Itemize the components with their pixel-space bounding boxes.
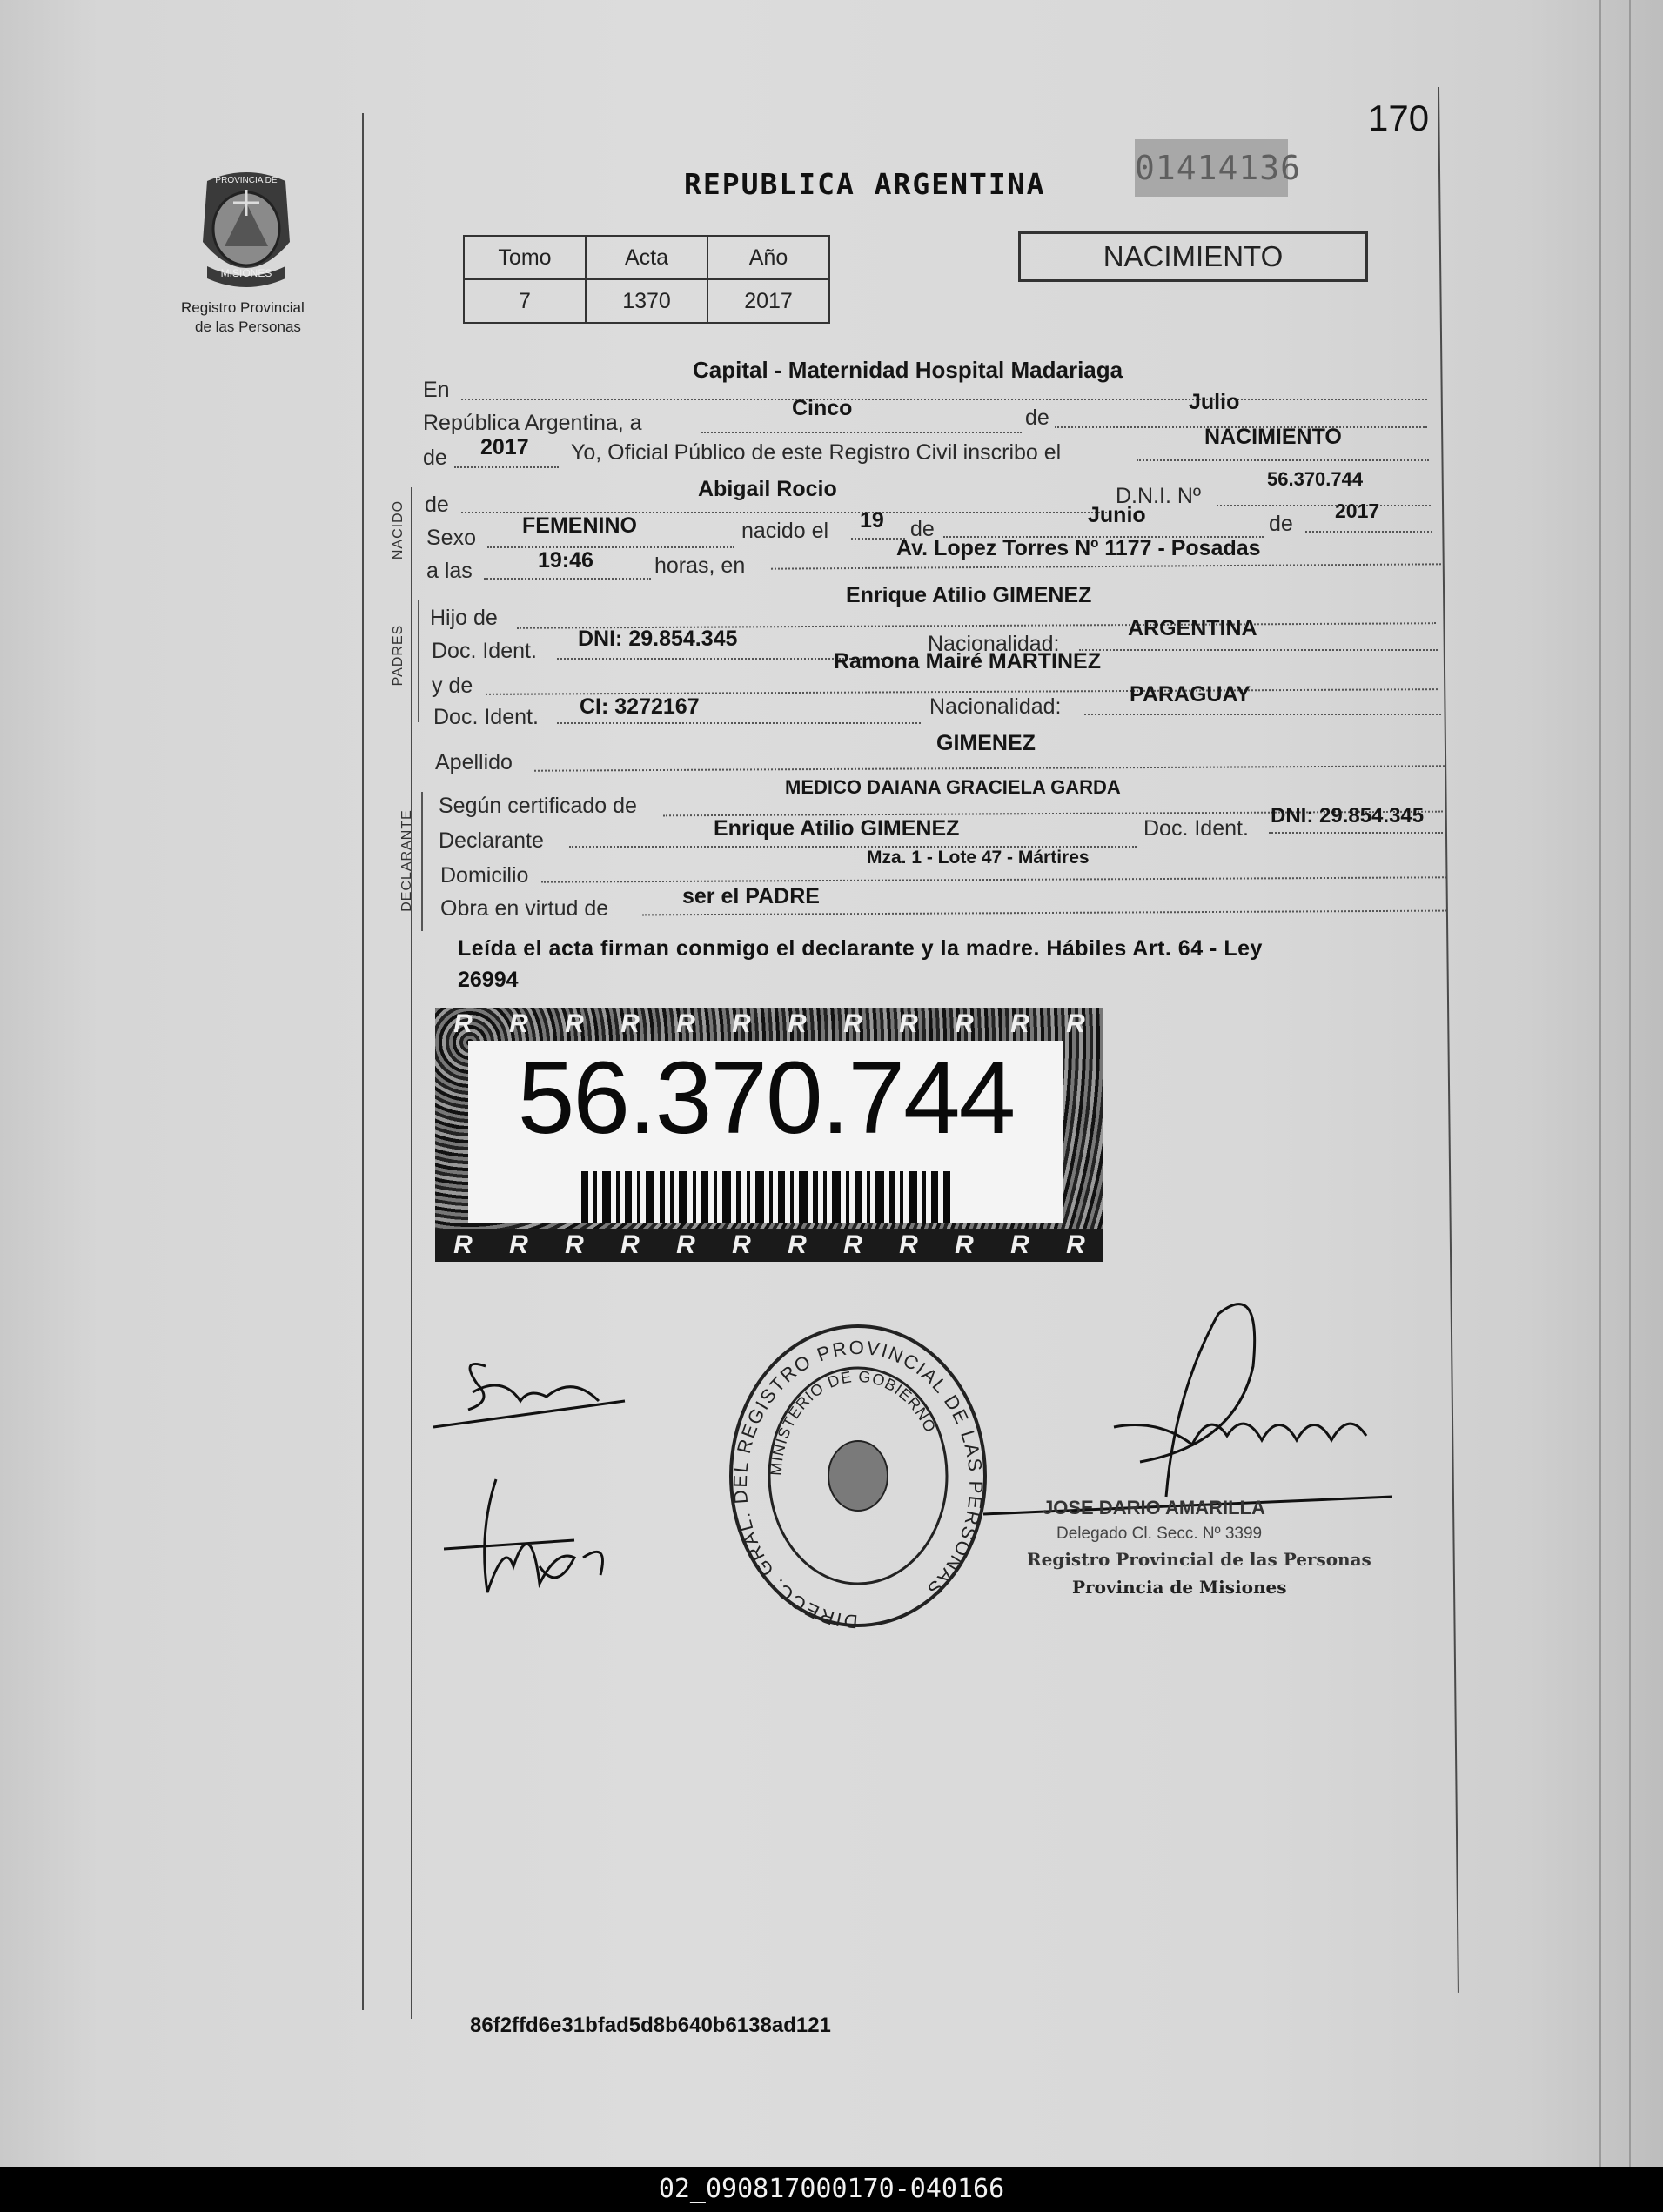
field-label: de bbox=[1269, 512, 1293, 536]
declarant-capacity: ser el PADRE bbox=[682, 884, 820, 908]
field-label: Doc. Ident. bbox=[1143, 816, 1249, 841]
sex-value: FEMENINO bbox=[522, 513, 637, 538]
section-divider bbox=[421, 792, 423, 931]
id-barcode-label bbox=[435, 1008, 1103, 1262]
page-number: 170 bbox=[1368, 97, 1430, 138]
section-divider bbox=[418, 600, 419, 722]
field-label: y de bbox=[432, 674, 473, 698]
inner-margin-line bbox=[411, 487, 412, 2019]
dotted-line bbox=[1217, 505, 1431, 506]
official-name: JOSE DARIO AMARILLA bbox=[1043, 1497, 1265, 1518]
mother-name: Ramona Mairé MARTINEZ bbox=[834, 649, 1101, 674]
serial-number-stamp: 01414136 bbox=[1135, 139, 1288, 197]
signature-declarant bbox=[425, 1340, 634, 1453]
closing-note-continued: 26994 bbox=[458, 968, 519, 992]
field-label: Yo, Oficial Público de este Registro Civil inscribo el bbox=[571, 440, 1062, 465]
child-name: Abigail Rocio bbox=[698, 477, 837, 501]
field-label: Doc. Ident. bbox=[432, 639, 537, 663]
birth-time: 19:46 bbox=[538, 548, 593, 573]
table-cell: 2017 bbox=[707, 279, 829, 323]
province-logo bbox=[190, 164, 303, 294]
birth-month: Junio bbox=[1088, 503, 1146, 527]
dotted-line bbox=[1269, 832, 1443, 834]
table-cell: 7 bbox=[464, 279, 586, 323]
page-edge bbox=[1629, 0, 1631, 2167]
year-value: 2017 bbox=[480, 435, 529, 459]
mother-nationality: PARAGUAY bbox=[1130, 682, 1251, 707]
father-name: Enrique Atilio GIMENEZ bbox=[846, 583, 1092, 607]
official-office: Registro Provincial de las Personas bbox=[1027, 1549, 1371, 1570]
left-margin-line bbox=[362, 113, 364, 2010]
official-role: Delegado Cl. Secc. Nº 3399 bbox=[1056, 1525, 1263, 1543]
dotted-line bbox=[1079, 649, 1438, 651]
field-label: Hijo de bbox=[430, 606, 498, 630]
section-label-padres: PADRES bbox=[391, 624, 406, 687]
birth-year: 2017 bbox=[1335, 499, 1380, 522]
field-label: Obra en virtud de bbox=[440, 896, 609, 921]
field-label: Apellido bbox=[435, 750, 513, 774]
place-of-registration: Capital - Maternidad Hospital Madariaga bbox=[693, 357, 1123, 383]
table-header: Año bbox=[707, 236, 829, 279]
field-label: En bbox=[423, 378, 450, 402]
dotted-line bbox=[701, 432, 1022, 433]
dotted-line bbox=[1305, 531, 1432, 533]
page-edge bbox=[1599, 0, 1601, 2167]
dotted-line bbox=[557, 722, 921, 724]
field-label: Domicilio bbox=[440, 863, 529, 888]
logo-caption: de las Personas bbox=[195, 318, 301, 335]
svg-text:MISIONES: MISIONES bbox=[220, 267, 272, 279]
logo-caption: Registro Provincial bbox=[181, 299, 305, 316]
field-label: a las bbox=[426, 559, 473, 583]
document-hash: 86f2ffd6e31bfad5d8b640b6138ad121 bbox=[470, 2014, 831, 2037]
field-label: horas, en bbox=[654, 553, 746, 578]
mother-document: CI: 3272167 bbox=[580, 694, 700, 719]
inscribed-event: NACIMIENTO bbox=[1204, 425, 1342, 449]
dotted-line bbox=[484, 578, 651, 580]
field-label: de bbox=[425, 493, 449, 517]
act-type-box: NACIMIENTO bbox=[1018, 231, 1368, 282]
declarant-address: Mza. 1 - Lote 47 - Mártires bbox=[867, 848, 1090, 868]
country-heading: REPUBLICA ARGENTINA bbox=[684, 167, 1046, 201]
dotted-line bbox=[1137, 459, 1429, 461]
signature-official bbox=[983, 1288, 1392, 1532]
field-label: de bbox=[423, 446, 447, 470]
declarant-document: DNI: 29.854.345 bbox=[1271, 804, 1425, 828]
barcode-bars bbox=[581, 1171, 950, 1223]
file-id-footer: 02_090817000170-040166 bbox=[0, 2167, 1663, 2212]
field-label: nacido el bbox=[741, 519, 829, 543]
official-seal bbox=[719, 1310, 997, 1641]
field-label: de bbox=[1025, 406, 1049, 430]
field-label: Declarante bbox=[439, 828, 544, 853]
table-header: Acta bbox=[586, 236, 707, 279]
section-label-nacido: NACIDO bbox=[391, 499, 406, 560]
field-label: Nacionalidad: bbox=[929, 694, 1062, 719]
table-header: Tomo bbox=[464, 236, 586, 279]
pattern-row: R R R R R R R R R R R R bbox=[453, 1009, 1085, 1038]
dotted-line bbox=[1084, 714, 1441, 715]
birth-day: 19 bbox=[860, 508, 884, 533]
svg-text:DIRECC. GRAL. DEL REGISTRO PRO: DIRECC. GRAL. DEL REGISTRO PROVINCIAL DE LAS PERSONAS bbox=[728, 1336, 988, 1633]
svg-text:MINISTERIO DE GOBIERNO: MINISTERIO DE GOBIERNO bbox=[767, 1367, 940, 1477]
field-label: Doc. Ident. bbox=[433, 705, 539, 729]
signature-mother bbox=[444, 1462, 635, 1636]
barcode-number: 56.370.744 bbox=[517, 1041, 1015, 1156]
official-province: Provincia de Misiones bbox=[1072, 1577, 1287, 1598]
father-nationality: ARGENTINA bbox=[1128, 616, 1257, 640]
section-label-declarante: DECLARANTE bbox=[399, 809, 414, 912]
field-label: de bbox=[910, 517, 935, 541]
register-table bbox=[463, 235, 830, 324]
dotted-line bbox=[487, 546, 734, 548]
child-dni: 56.370.744 bbox=[1267, 468, 1364, 490]
day-value: Cinco bbox=[792, 396, 853, 420]
barcode-panel bbox=[468, 1041, 1063, 1223]
month-value: Julio bbox=[1189, 390, 1240, 414]
birth-place: Av. Lopez Torres Nº 1177 - Posadas bbox=[896, 536, 1261, 560]
field-label: República Argentina, a bbox=[423, 411, 642, 435]
closing-note: Leída el acta firman conmigo el declarante y la madre. Hábiles Art. 64 - Ley bbox=[458, 936, 1263, 961]
field-label: Sexo bbox=[426, 526, 476, 550]
field-label: Según certificado de bbox=[439, 794, 637, 818]
certifying-doctor: MEDICO DAIANA GRACIELA GARDA bbox=[785, 776, 1121, 798]
dotted-line bbox=[454, 466, 559, 468]
pattern-row: R R R R R R R R R R R R bbox=[435, 1229, 1103, 1262]
field-label: D.N.I. Nº bbox=[1116, 484, 1202, 508]
svg-text:PROVINCIA DE: PROVINCIA DE bbox=[215, 176, 278, 185]
table-cell: 1370 bbox=[586, 279, 707, 323]
dotted-line bbox=[461, 399, 1427, 400]
declarant-name: Enrique Atilio GIMENEZ bbox=[714, 816, 960, 841]
surname-value: GIMENEZ bbox=[936, 731, 1036, 755]
father-document: DNI: 29.854.345 bbox=[578, 627, 738, 651]
field-label: Nacionalidad: bbox=[928, 632, 1060, 656]
